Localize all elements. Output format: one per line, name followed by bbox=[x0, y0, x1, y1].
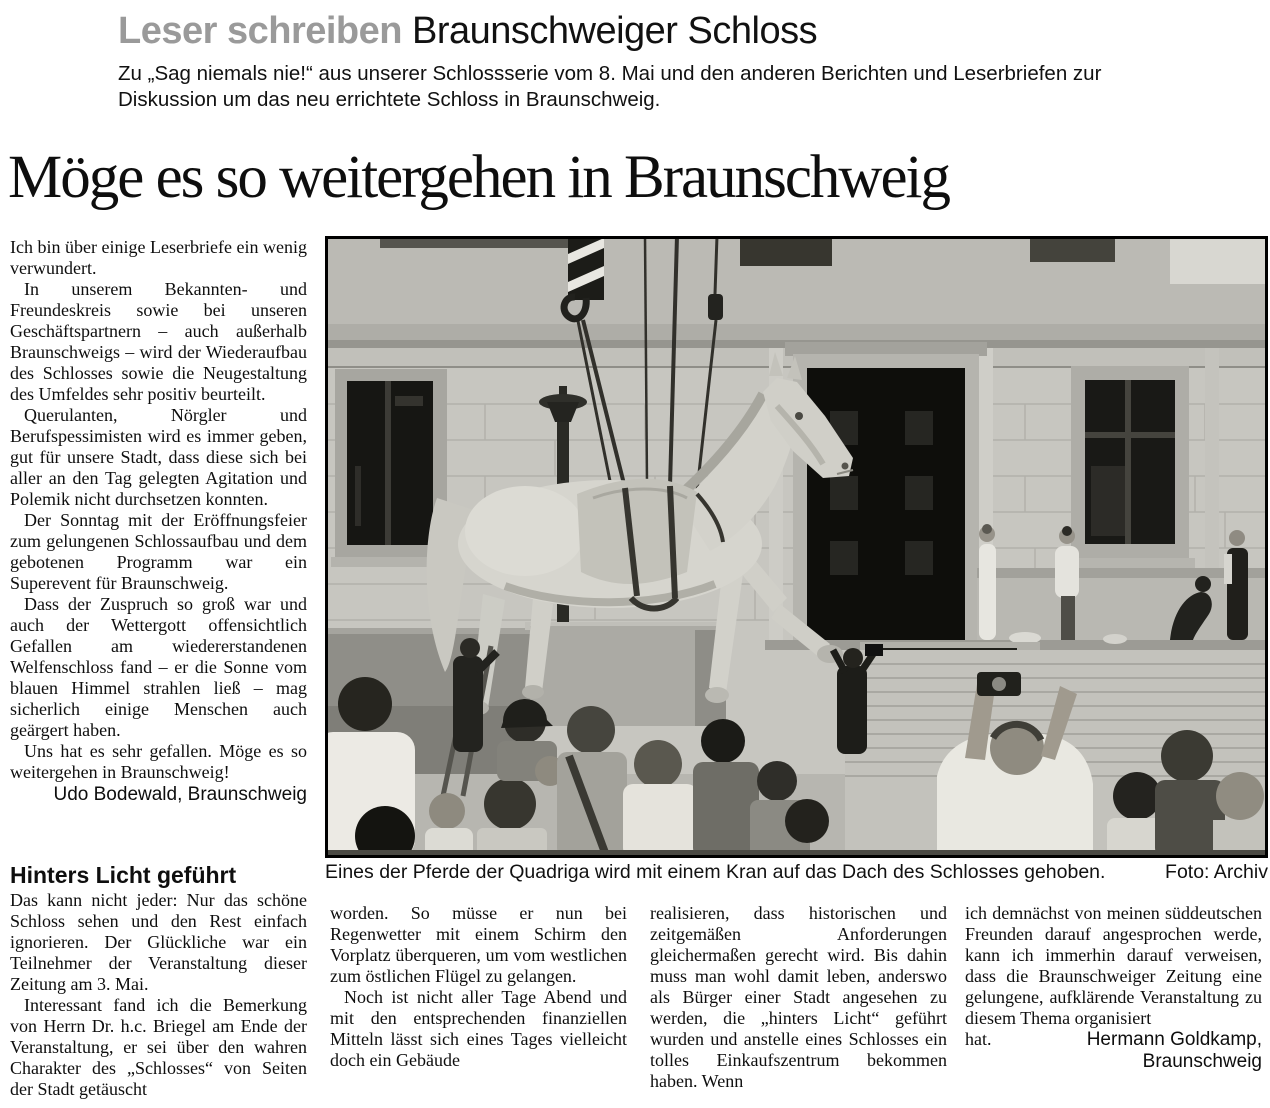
letter1-paragraph: Dass der Zuspruch so groß war und auch der Wettergott offensichtlich Gefallen am wiedererstandenen Welfenschloss fand – er die Sonne vom blauen Himmel strahlen ließ – mag sicherlich einige Menschen auch geärgert haben. bbox=[10, 594, 307, 740]
letter2-signature-city: Braunschweig bbox=[1142, 1051, 1262, 1072]
letter2-column-3 bbox=[650, 903, 947, 1092]
letter2-paragraph: Noch ist nicht aller Tage Abend und mit den entsprechenden finanziellen Mitteln lässt sich eines Tages vielleicht doch ein Gebäude bbox=[330, 987, 627, 1070]
photo-caption-row bbox=[325, 861, 1268, 884]
letter2-paragraph: Das kann nicht jeder: Nur das schöne Schloss sehen und den Rest einfach ignorieren. Der Glückliche war ein Teilnehmer der Veranstaltung dieser Zeitung am 3. Mai. bbox=[10, 890, 307, 994]
letter1-paragraph: Uns hat es sehr gefallen. Möge es so weitergehen in Braunschweig! bbox=[10, 741, 307, 782]
letter2-column-4 bbox=[965, 903, 1262, 1072]
letter2-column-2 bbox=[330, 903, 627, 1071]
letter1-paragraph: Querulanten, Nörgler und Berufspessimisten wird es immer geben, gut für unsere Stadt, dass diese sich bei aller an den Tag gelegten Agitation und Polemik nicht durchsetzen konnten. bbox=[10, 405, 307, 509]
letter1-paragraph: In unserem Bekannten- und Freundeskreis sowie bei unseren Geschäftspartnern – auch außerhalb Braunschweigs – wird der Wiederaufbau des Schlosses sowie die Neugestaltung des Umfeldes sehr positiv beurteilt. bbox=[10, 279, 307, 404]
letter1-signature: Udo Bodewald, Braunschweig bbox=[53, 784, 307, 805]
photo-credit: Foto: Archiv bbox=[1165, 861, 1268, 883]
letter2-last-word: hat. bbox=[965, 1029, 992, 1049]
letter-column-1 bbox=[10, 237, 307, 805]
section-topic: Braunschweiger Schloss bbox=[411, 10, 818, 52]
letter2-paragraph: realisieren, dass historischen und zeitgemäßen Anforderungen gleichermaßen gerecht wird. Bis dahin muss man wohl damit leben, anderswo als Bürger einer Stadt angesehen zu werden, die „hinters Licht“ geführt wurden und anstelle eines Schlosses ein tolles Einkaufszentrum bekommen haben. Wenn bbox=[650, 903, 947, 1091]
photo-caption: Eines der Pferde der Quadriga wird mit einem Kran auf das Dach des Schlosses gehoben. bbox=[325, 861, 1106, 883]
standfirst: Zu „Sag niemals nie!“ aus unserer Schlossserie vom 8. Mai und den anderen Berichten und Leserbriefen zur Diskussion um das neu errichtete Schloss in Braunschweig. bbox=[118, 62, 1102, 111]
letter2-signature-name: Hermann Goldkamp, bbox=[1086, 1029, 1262, 1050]
schloss-quadriga-photo bbox=[325, 236, 1268, 858]
section-kicker-row bbox=[118, 10, 817, 53]
letter2-paragraph: Interessant fand ich die Bemerkung von Herrn Dr. h.c. Briegel am Ende der Veranstaltung, er sei über den wahren Charakter des „Schlosses“ von Seiten der Stadt getäuscht bbox=[10, 995, 307, 1099]
letter2-heading: Hinters Licht geführt bbox=[10, 862, 237, 888]
section-kicker: Leser schreiben bbox=[118, 10, 402, 52]
letter1-paragraph: Ich bin über einige Leserbriefe ein wenig verwundert. bbox=[10, 237, 307, 278]
letter2-signature-row bbox=[965, 1029, 1262, 1050]
letter2-paragraph: ich demnächst von meinen süddeutschen Freunden darauf angesprochen werde, kann ich immerhin darauf verweisen, dass die Braunschweiger Zeitung eine gelungene, aufklärende Veranstaltung zu diesem Thema organisiert bbox=[965, 903, 1262, 1028]
headline: Möge es so weitergehen in Braunschweig bbox=[8, 144, 949, 211]
letter2-column-1 bbox=[10, 863, 307, 1100]
article-photo bbox=[325, 236, 1268, 858]
letter1-paragraph: Der Sonntag mit der Eröffnungsfeier zum gelungenen Schlossaufbau und dem gebotenen Programm war ein Superevent für Braunschweig. bbox=[10, 510, 307, 593]
letter2-paragraph: worden. So müsse er nun bei Regenwetter mit einem Schirm den Vorplatz überqueren, um vom westlichen zum östlichen Flügel zu gelangen. bbox=[330, 903, 627, 986]
